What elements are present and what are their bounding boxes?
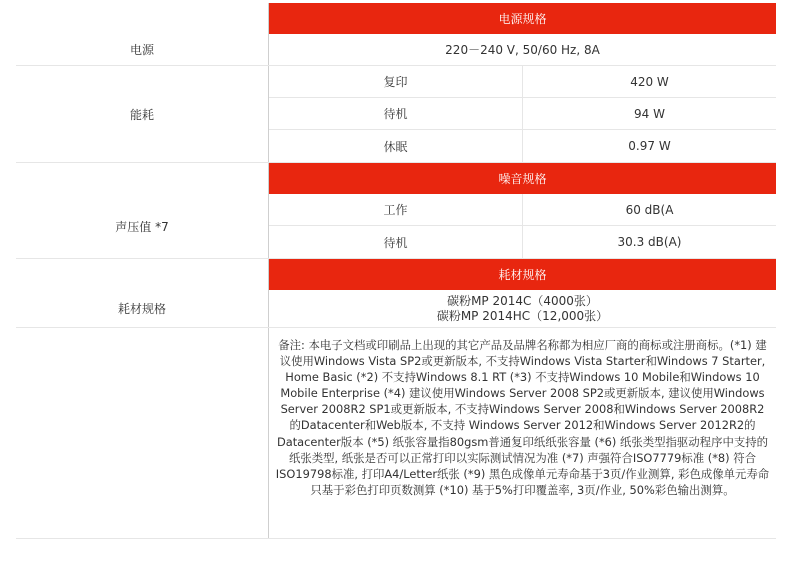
consumption-row-sleep	[269, 130, 776, 162]
noise-label: 待机	[269, 226, 523, 258]
label-consumption: 能耗	[16, 66, 269, 162]
supply-line: 碳粉MP 2014C（4000张）	[447, 293, 598, 308]
label-supply: 耗材规格	[16, 290, 269, 327]
supply-line: 碳粉MP 2014HC（12,000张）	[436, 308, 609, 323]
noise-label: 工作	[269, 194, 523, 225]
noise-value: 60 dB(A	[625, 202, 674, 217]
notes-text: 备注: 本电子文档或印刷品上出现的其它产品及品牌名称都为相应厂商的商标或注册商标。(*1) 建议使用Windows Vista SP2或更新版本, 不支持Windows Vista Starter和Windows 7 Starter, Home Basic (*2) 不支持Windows 8.1 RT (*3) 不支持Windows 10 Mobile和Windows 10 Mobile Enterprise (*4) 建议使用Windows Server 2008 SP2或更新版本, 建议使用Windows Server 2008R2 SP1或更新版本, 不支持Windows Server 2008和Windows Server 2008R2的Datacenter和Web版本, 不支持 Windows Server 2012和Windows Server 2012R2的Datacenter版本 (*5) 纸张容量指80gsm普通复印纸纸张容量 (*6) 纸张类型指驱动程序中支持的纸张类型, 纸张是否可以正常打印以实际测试情况为准 (*7) 声强符合ISO7779标准 (*8) 符合ISO19798标准, 打印A4/Letter纸张 (*9) 黑色成像单元寿命基于3页/作业测算, 彩色成像单元寿命只基于彩色打印页数测算 (*10) 基于5%打印覆盖率, 3页/作业, 50%彩色输出测算。	[275, 338, 770, 497]
consumption-label: 休眠	[269, 130, 523, 162]
section-title-noise: 噪音规格	[498, 172, 547, 186]
spec-table	[16, 3, 776, 539]
row-consumption	[16, 66, 776, 163]
noise-row-standby	[269, 226, 776, 258]
section-header-supply	[16, 259, 776, 290]
label-power: 电源	[16, 34, 269, 65]
section-title-power: 电源规格	[498, 12, 547, 26]
consumption-value: 420 W	[630, 74, 669, 89]
value-supply	[269, 290, 776, 327]
consumption-value: 94 W	[634, 106, 665, 121]
value-power: 220－240 V, 50/60 Hz, 8A	[445, 43, 600, 57]
consumption-label: 复印	[269, 66, 523, 97]
section-header-noise	[16, 163, 776, 194]
row-notes	[16, 328, 776, 539]
noise-row-operating	[269, 194, 776, 226]
row-supply	[16, 290, 776, 328]
row-power	[16, 34, 776, 66]
consumption-label: 待机	[269, 98, 523, 129]
label-noise: 声压值 *7	[16, 194, 269, 258]
noise-value: 30.3 dB(A)	[617, 235, 682, 249]
row-noise	[16, 194, 776, 259]
consumption-row-copy	[269, 66, 776, 98]
consumption-value: 0.97 W	[628, 139, 671, 153]
section-title-supply: 耗材规格	[498, 268, 547, 282]
section-header-power	[16, 3, 776, 34]
consumption-row-standby	[269, 98, 776, 130]
